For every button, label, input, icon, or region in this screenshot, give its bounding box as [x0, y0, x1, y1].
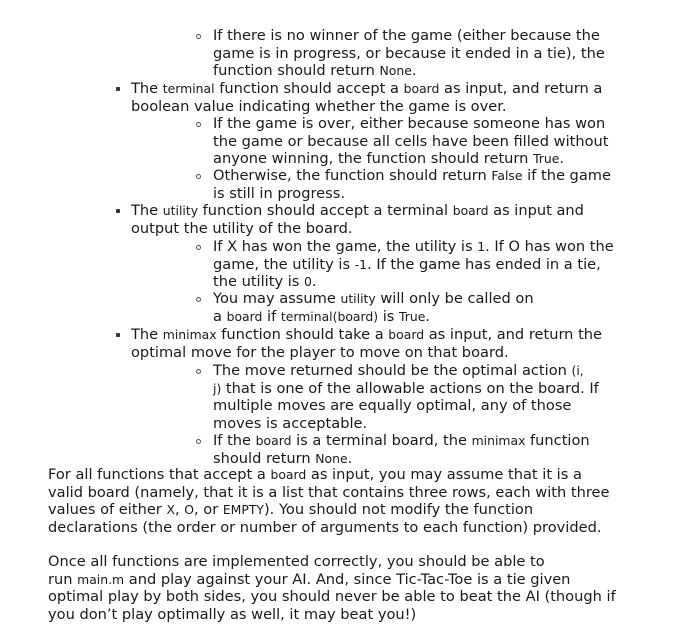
- text-run: run: [48, 570, 78, 588]
- inline-code: minimax: [162, 327, 217, 342]
- text-run: you don’t play optimally as well, it may beat you!): [48, 605, 417, 623]
- inline-code: terminal: [162, 81, 215, 96]
- bullet-circle-icon: [196, 34, 201, 39]
- text-line: [48, 553, 680, 571]
- inline-code: True: [533, 151, 560, 167]
- text-run: the game or because all cells have been filled without: [213, 132, 609, 150]
- text-line: [131, 326, 656, 344]
- text-run: If the: [213, 432, 256, 449]
- bullet-circle-icon: [196, 297, 201, 302]
- text-line: [213, 167, 653, 185]
- text-line: [213, 62, 653, 80]
- text-run: The: [131, 326, 163, 343]
- inline-code: -1: [354, 256, 368, 272]
- text-run: anyone winning, the function should return: [213, 150, 534, 168]
- text-run: . If O has won the: [485, 238, 614, 255]
- bullet-item: [131, 326, 656, 361]
- text-run: the utility is: [213, 273, 305, 291]
- text-line: [48, 519, 680, 537]
- text-line: [213, 185, 653, 203]
- text-line: [213, 450, 653, 468]
- text-line: [213, 133, 653, 151]
- text-line: [213, 432, 653, 450]
- text-run: moves is acceptable.: [213, 414, 368, 432]
- text-run: , or: [193, 501, 223, 519]
- inline-code: 1: [477, 239, 486, 254]
- inline-code: O: [184, 502, 194, 518]
- inline-code: X: [166, 502, 175, 518]
- inline-code: terminal(board): [280, 308, 379, 324]
- inline-code: j): [213, 380, 222, 396]
- bullet-circle-icon: [196, 439, 201, 444]
- bullet-square-icon: [116, 333, 120, 337]
- text-line: [213, 397, 653, 415]
- text-run: Otherwise, the function should return: [213, 167, 492, 184]
- sub-bullet-item: [213, 362, 653, 432]
- text-run: .: [311, 273, 317, 291]
- text-line: [48, 484, 680, 502]
- text-line: [213, 150, 653, 168]
- text-run: If the game is over, either because someone has won: [213, 115, 606, 132]
- text-line: [131, 80, 656, 98]
- sub-bullet-item: [213, 432, 653, 467]
- bullet-item: [131, 202, 656, 237]
- bullet-item: [131, 80, 656, 115]
- text-line: [131, 98, 656, 116]
- text-run: and play against your AI. And, since Tic-Tac-Toe is a tie given: [124, 570, 571, 588]
- sub-bullet-item: [213, 290, 653, 325]
- text-line: [131, 220, 656, 238]
- text-run: if the game: [522, 167, 611, 184]
- text-line: [48, 588, 680, 606]
- inline-code: board: [226, 308, 263, 324]
- inline-code: None: [379, 63, 412, 79]
- inline-code: False: [491, 168, 523, 183]
- text-run: For all functions that accept a: [48, 466, 271, 483]
- inline-code: board: [270, 467, 307, 482]
- text-run: is: [378, 307, 400, 325]
- text-run: as input, and return a: [439, 80, 603, 97]
- text-run: optimal move for the player to move on that board.: [131, 343, 509, 361]
- paragraph: [48, 553, 680, 623]
- text-run: as input, and return the: [424, 326, 603, 343]
- text-run: declarations (the order or number of arguments to each function) provided.: [48, 518, 602, 536]
- text-run: Once all functions are implemented correctly, you should be able to: [48, 553, 545, 570]
- text-run: that is one of the allowable actions on the board. If: [221, 379, 599, 397]
- text-run: .: [559, 150, 565, 168]
- text-run: valid board (namely, that it is a list that contains three rows, each with three: [48, 483, 610, 501]
- inline-code: board: [255, 433, 292, 448]
- text-run: function: [525, 432, 590, 449]
- inline-code: board: [452, 203, 489, 218]
- text-line: [48, 466, 680, 484]
- paragraph: [48, 466, 680, 536]
- text-run: ). You should not modify the function: [263, 501, 534, 519]
- text-run: You may assume: [213, 290, 341, 307]
- text-line: [213, 415, 653, 433]
- sub-bullet-item: [213, 27, 653, 80]
- text-run: will only be called on: [375, 290, 534, 307]
- bullet-square-icon: [116, 209, 120, 213]
- text-run: function should accept a terminal: [198, 202, 453, 219]
- text-run: The: [131, 80, 163, 97]
- text-run: The move returned should be the optimal action: [213, 362, 572, 379]
- inline-code: True: [399, 308, 426, 324]
- inline-code: (i,: [571, 363, 584, 378]
- text-line: [48, 501, 680, 519]
- text-line: [131, 344, 656, 362]
- inline-code: main.m: [77, 571, 125, 587]
- text-run: function should return: [213, 62, 380, 80]
- inline-code: utility: [162, 203, 199, 218]
- inline-code: EMPTY: [222, 502, 264, 518]
- text-line: [213, 115, 653, 133]
- bullet-circle-icon: [196, 122, 201, 127]
- text-line: [213, 290, 653, 308]
- inline-code: 0: [304, 274, 312, 290]
- text-run: is still in progress.: [213, 184, 346, 202]
- text-run: .: [425, 307, 430, 325]
- text-line: [213, 256, 653, 274]
- sub-bullet-item: [213, 238, 653, 291]
- text-run: boolean value indicating whether the game is over.: [131, 97, 507, 115]
- text-run: function should take a: [216, 326, 389, 343]
- text-line: [213, 362, 653, 380]
- bullet-circle-icon: [196, 174, 201, 179]
- text-run: If there is no winner of the game (either because the: [213, 27, 600, 44]
- text-line: [213, 27, 653, 45]
- text-run: function should accept a: [214, 80, 404, 97]
- text-run: output the utility of the board.: [131, 219, 353, 237]
- inline-code: None: [315, 450, 348, 466]
- text-line: [213, 45, 653, 63]
- text-run: ,: [174, 501, 185, 519]
- text-line: [213, 238, 653, 256]
- text-line: [48, 606, 680, 624]
- text-run: . If the game has ended in a tie,: [367, 255, 601, 273]
- text-run: as input, you may assume that it is a: [306, 466, 582, 483]
- text-run: values of either: [48, 501, 167, 519]
- inline-code: minimax: [471, 433, 526, 448]
- text-run: multiple moves are equally optimal, any of those: [213, 397, 572, 415]
- text-run: .: [411, 62, 417, 80]
- bullet-square-icon: [116, 87, 120, 91]
- text-line: [48, 571, 680, 589]
- text-run: a: [213, 307, 227, 325]
- bullet-circle-icon: [196, 245, 201, 250]
- inline-code: board: [388, 327, 425, 342]
- text-run: game, the utility is: [213, 255, 355, 273]
- text-line: [213, 308, 653, 326]
- inline-code: board: [403, 81, 440, 96]
- text-run: should return: [213, 449, 316, 467]
- bullet-circle-icon: [196, 369, 201, 374]
- text-line: [131, 202, 656, 220]
- text-run: .: [347, 449, 353, 467]
- text-run: If X has won the game, the utility is: [213, 238, 478, 255]
- inline-code: utility: [340, 291, 376, 306]
- text-run: if: [262, 307, 281, 325]
- text-run: as input and: [488, 202, 584, 219]
- text-line: [213, 273, 653, 291]
- sub-bullet-item: [213, 167, 653, 202]
- text-run: The: [131, 202, 163, 219]
- sub-bullet-item: [213, 115, 653, 168]
- text-run: optimal play by both sides, you should never be able to beat the AI (though if: [48, 588, 616, 606]
- text-line: [213, 380, 653, 398]
- text-run: is a terminal board, the: [291, 432, 472, 449]
- text-run: game is in progress, or because it ended in a tie), the: [213, 44, 605, 62]
